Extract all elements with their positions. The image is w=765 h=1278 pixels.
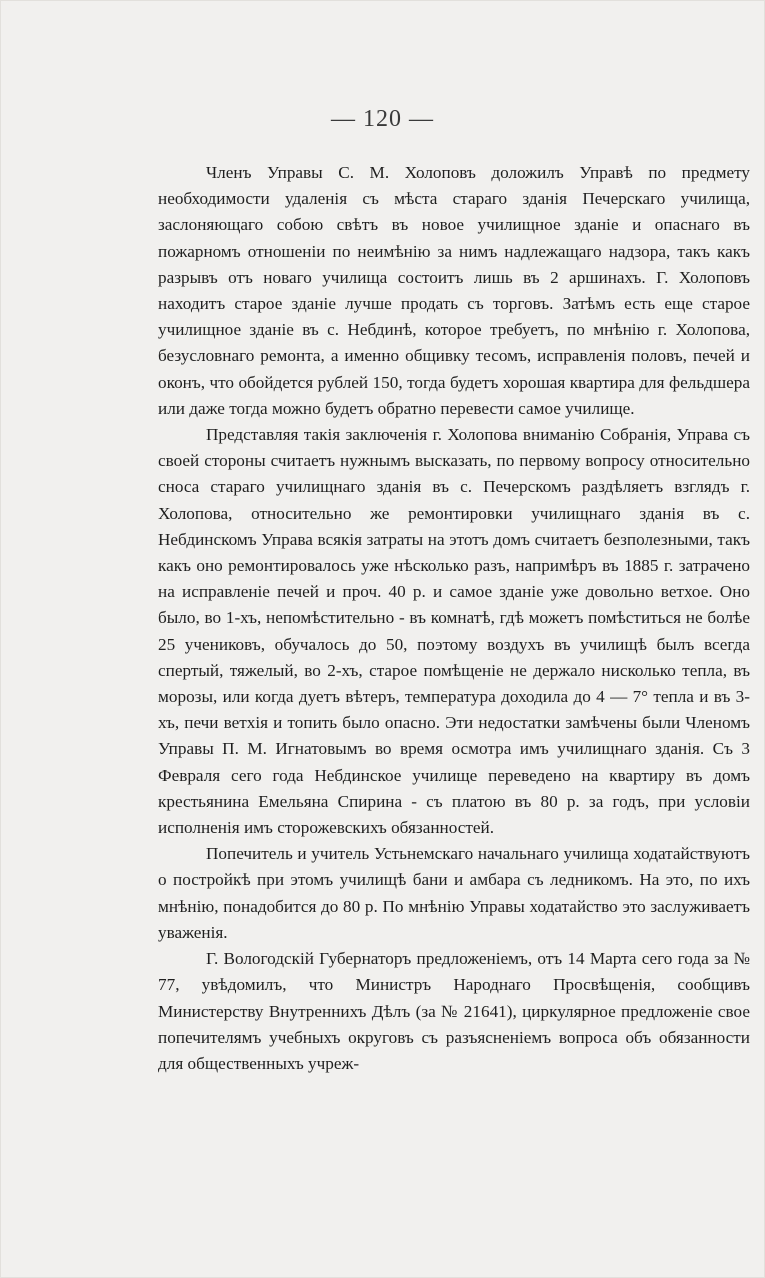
body-text: [158, 160, 750, 1190]
page-number: — 120 —: [331, 106, 434, 132]
paragraph: Представляя такія заключенія г. Холопова вниманію Собранія, Управа съ своей стороны считаетъ нужнымъ высказать, по первому вопросу относительно сноса стараго училищнаго зданія въ с. Печерскомъ раздѣляетъ взглядъ г. Холопова, относительно же ремонтировки училищнаго зданія въ с. Небдинскомъ Управа всякія затраты на этотъ домъ считаетъ безполезными, такъ какъ оно ремонтировалось уже нѣсколько разъ, напримѣръ въ 1885 г. затрачено на исправленіе печей и проч. 40 р. и самое зданіе уже довольно ветхое. Оно было, во 1-хъ, непомѣстительно - въ комнатѣ, гдѣ можетъ помѣститься не болѣе 25 учениковъ, обучалось до 50, поэтому воздухъ въ училищѣ былъ всегда спертый, тяжелый, во 2-хъ, старое помѣщеніе не держало нисколько тепла, въ морозы, или когда дуетъ вѣтеръ, температура доходила до 4 — 7° тепла и въ 3-хъ, печи ветхія и топить было опасно. Эти недостатки замѣчены были Членомъ Управы П. М. Игнатовымъ во время осмотра имъ училищнаго зданія. Съ 3 Февраля сего года Небдинское училище переведено на квартиру въ домъ крестьянина Емельяна Спирина - съ платою въ 80 р. за годъ, при условіи исполненія имъ сторожевскихъ обязанностей.: [158, 425, 750, 838]
paragraph: Г. Вологодскій Губернаторъ предложеніемъ, отъ 14 Марта сего года за № 77, увѣдомилъ, что Министръ Народнаго Просвѣщенія, сообщивъ Министерству Внутреннихъ Дѣлъ (за № 21641), циркулярное предложеніе свое попечителямъ учебныхъ округовъ съ разъясненіемъ вопроса объ обязанности для общественныхъ учреж-: [158, 949, 750, 1073]
paragraph: Попечитель и учитель Устьнемскаго начальнаго училища ходатайствуютъ о постройкѣ при этомъ училищѣ бани и амбара съ ледникомъ. На это, по ихъ мнѣнію, понадобится до 80 р. По мнѣнію Управы ходатайство это заслуживаетъ уваженія.: [158, 844, 750, 942]
paragraph: Членъ Управы С. М. Холоповъ доложилъ Управѣ по предмету необходимости удаленія съ мѣста стараго зданія Печерскаго училища, заслоняющаго собою свѣтъ въ новое училищное зданіе и опаснаго въ пожарномъ отношеніи по неимѣнію за нимъ надлежащаго надзора, такъ какъ разрывъ отъ новаго училища состоитъ лишь въ 2 аршинахъ. Г. Холоповъ находитъ старое зданіе лучше продать съ торговъ. Затѣмъ есть еще старое училищное зданіе въ с. Небдинѣ, которое требуетъ, по мнѣнію г. Холопова, безусловнаго ремонта, а именно общивку тесомъ, исправленія половъ, печей и оконъ, что обойдется рублей 150, тогда будетъ хорошая квартира для фельдшера или даже тогда можно будетъ обратно перевести самое училище.: [158, 163, 750, 418]
